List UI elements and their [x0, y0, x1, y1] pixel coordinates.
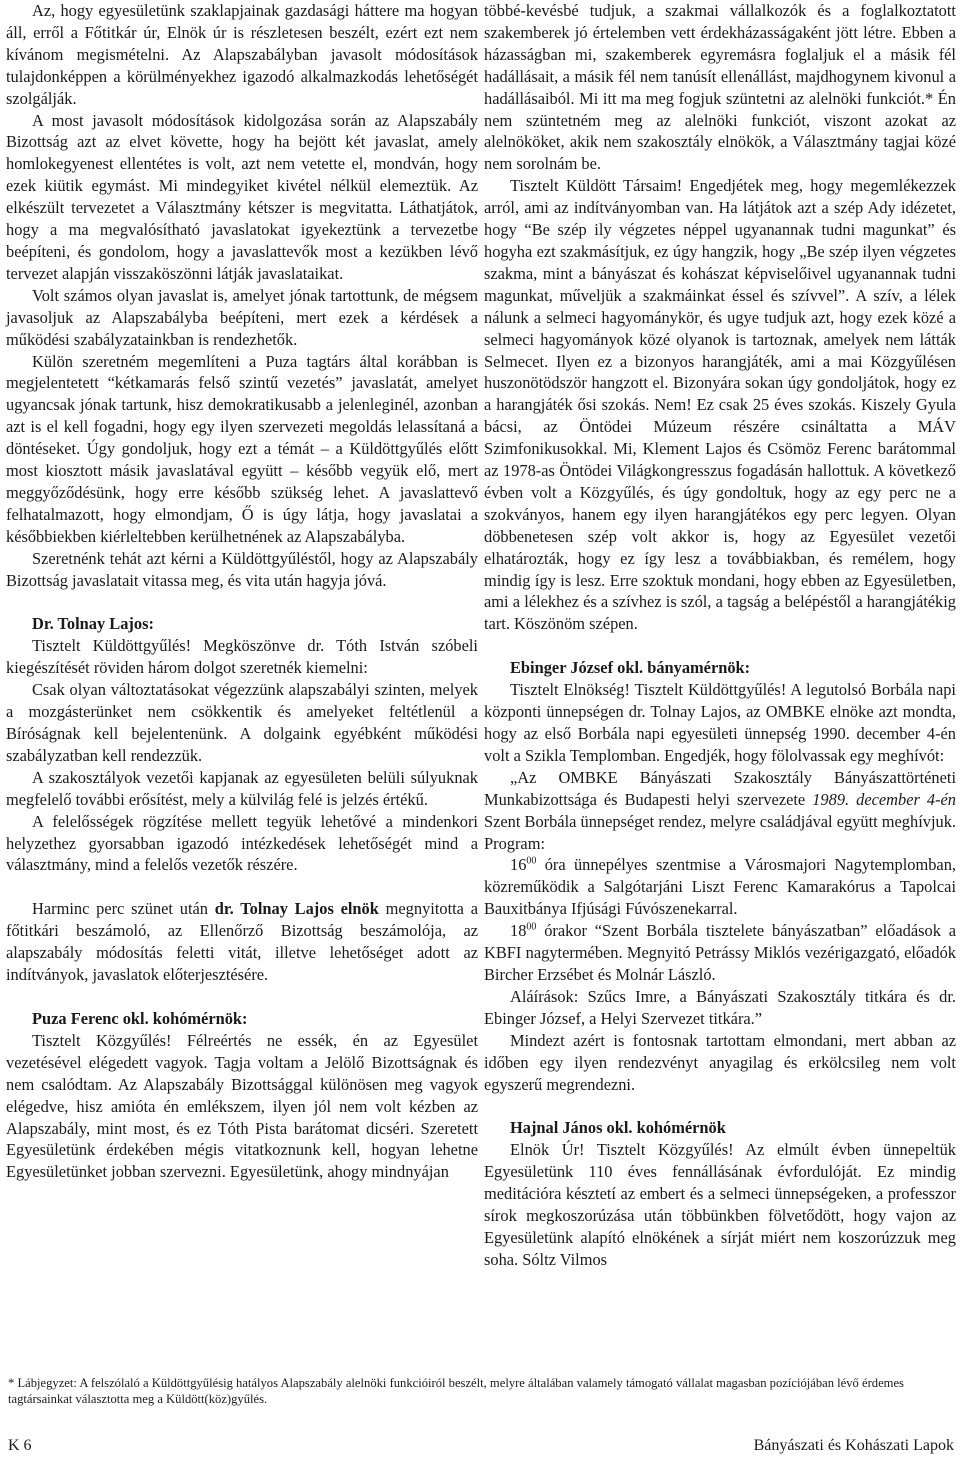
text-run: „Az OMBKE Bányászati Szakosztály Bányászattörténeti Munkabizottsága és Budapesti helyi szervezete: [484, 767, 956, 809]
spacer: [484, 635, 956, 657]
text-run: 18: [510, 921, 527, 941]
paragraph: Tisztelt Közgyűlés! Félreértés ne essék, én az Egyesület vezetésével elégedett vagyok. Tagja voltam a Jelölő Bizottságnak és nem csalódtam. Az Alapszabály Bizottsággal különösen meg vagyok elégedve, hisz amióta én emlékszem, ilyen jól nem volt kézben az Alapszabály, mint most, és ez Tóth Pista barátomat dicséri. Szeretett Egyesületünk érdekében mégis vitatkoznunk kell, hogyan lehetne Egyesületünket jobban szervezni. Egyesületünk, ahogy mindnyájan: [6, 1030, 478, 1182]
paragraph: [6, 898, 478, 986]
text-run: óra ünnepélyes szentmise a Városmajori Nagytemplomban, közreműködik a Salgótarjáni Liszt Ferenc Kamarakórus a Tapolcai Bauxitbánya Ifjúsági Fúvószenekarral.: [484, 855, 956, 919]
speaker-heading: Ebinger József okl. bányamérnök:: [510, 658, 751, 678]
paragraph: Volt számos olyan javaslat is, amelyet jónak tartottunk, de mégsem javasoljuk az Alapszabályba beépíteni, mert ezek a kérdések a működési szabályzatainkban is rendezhetők.: [6, 285, 478, 349]
spacer: [6, 591, 478, 613]
left-column: [6, 0, 478, 1183]
speaker-heading: Hajnal János okl. kohómérnök: [510, 1118, 726, 1138]
paragraph: többé-kevésbé tudjuk, a szakmai vállalkozók és a foglalkoztatott szakemberek jó értelemben vett érdekházasságaként jött létre. Ebben a házasságban mi, szakemberek egyremásra foglaljuk el a másik fél hadállásait, a másik fél nem tanúsít ellenállást, majdhogynem kivonul a hadállásaiból. Mi itt ma meg fogjuk szüntetni az alelnöki funkciót.* Én nem szüntetném meg az alelnöki funkciót, viszont azokat az alelnököket, akik nem szakosztály elnökök, a Választmány tagjai közé nem sorolnám be.: [484, 1, 956, 174]
superscript: 00: [526, 855, 537, 867]
paragraph: Tisztelt Küldöttgyűlés! Megköszönve dr. Tóth István szóbeli kiegészítését röviden három dolgot szeretnék kiemelni:: [6, 636, 478, 678]
paragraph: Aláírások: Szűcs Imre, a Bányászati Szakosztály titkára és dr. Ebinger József, a Helyi Szervezet titkára.”: [484, 986, 956, 1028]
right-column: [484, 0, 956, 1271]
spacer: [484, 1095, 956, 1117]
paragraph: Szeretnénk tehát azt kérni a Küldöttgyűléstől, hogy az Alapszabály Bizottság javaslatait vitassa meg, és vita után hagyja jóvá.: [6, 548, 478, 590]
paragraph: A szakosztályok vezetői kapjanak az egyesületen belüli súlyuknak megfelelő további erősítést, mely a külvilág felé is jelzés értékű.: [6, 767, 478, 809]
paragraph: Tisztelt Küldött Társaim! Engedjétek meg, hogy megemlékezzek arról, ami az indítványomban van. Ha látjátok azt a szép Ady idézetet, hogy “Be szép ily végzetes néppel ugyanannak tudni magunkat” és hogyha ezt szakmásítjuk, ez úgy hangzik, hogy „Be szép ilyen végzetes szakma, mint a bányászat és kohászat képviselőivel ugyanannak tudni magunkat, műveljük a szakmáinkat éssel és szívvel”. A szív, a lélek nálunk a selmeci hagyománykör, és ugye tudjuk azt, hogy ezek közé a selmeci hagyományok közé olyanok is tartoznak, amelyek nem látták Selmecet. Ilyen ez a bizonyos harangjáték, ami a mai Közgyűlésen huszonötödször hangzott el. Bizonyára sokan úgy gondoljátok, hogy ez a harangjáték ősi szokás. Nem! Ez csak 25 éves szokás. Kiszely Gyula bácsi, az Öntödei Múzeum részére csináltatta a MÁV Szimfonikusokkal. Mi, Klement Lajos és Csömöz Ferenc barátommal az 1978-as Öntödei Világkongresszus fogadásán hallottuk. A következő évben volt a Közgyűlés, és úgy gondoltuk, hogy az egy perc ne a szokványos, hanem egy ilyen harangjátékos egy perc legyen. Olyan döbbenetesen szép volt akkor is, hogy az Egyesület vezetői elhatározták, hogy ez így lesz a továbbiakban, és remélem, hogy mindig így is lesz. Erre szoktuk mondani, hogy ebben az Egyesületben, ami a lélekhez és a szívhez is szól, a tagság a belépéstől a harangjátékig tart. Köszönöm szépen.: [484, 176, 956, 634]
text-run: órakor “Szent Borbála tisztelete bányászatban” előadások a KBFI nagytermében. Megnyitó Petrássy Miklós vezérigazgató, előadók Bircher Erzsébet és Molnár László.: [484, 921, 956, 984]
paragraph: Mindezt azért is fontosnak tartottam elmondani, mert abban az időben egy ilyen rendezvényt anyagilag és erkölcsileg nem volt egyszerű megrendezni.: [484, 1030, 956, 1094]
spacer: [6, 876, 478, 898]
paragraph: [484, 854, 956, 920]
footnote: * Lábjegyzet: A felszólaló a Küldöttgyűlésig hatályos Alapszabály alelnöki funkcióiról beszélt, melyre általában valamely támogató vállalat magasban pozíciójában lévő érdemes tagtársainkat választotta meg a Küldött(köz)gyűlés.: [8, 1376, 904, 1406]
paragraph: Külön szeretném megemlíteni a Puza tagtárs által korábban is megjelentetett “kétkamarás felső szintű vezetés” javaslatát, amelyet ugyancsak jónak tartunk, hisz demokratikusabb a jelenleginél, azonban azt is el kell fogadni, hogy egy ilyen szervezeti megoldás lelassítaná a döntéseket. Úgy gondoljuk, hogy ezt a témát – a Küldöttgyűlés előtt most kiosztott másik javaslatával együtt – később vegyük elő, mert meggyőződésünk, hogy erre később szükség lehet. A javaslattevő felhatalmazott, hogy elmondjam, Ő is úgy látja, hogy javaslatai a későbbiekben kiérleltebben kerülhetnének az Alapszabályba.: [6, 351, 478, 546]
speaker-heading: Dr. Tolnay Lajos:: [32, 614, 154, 634]
paragraph: A felelősségek rögzítése mellett tegyük lehetővé a mindenkori helyzethez gyorsabban igazodó intézkedések lehetőségét mind a választmány, mind a felelős vezetők részére.: [6, 811, 478, 875]
page-number: K 6: [8, 1437, 32, 1454]
superscript: 00: [526, 921, 537, 933]
text-run: megnyitotta a főtitkári beszámoló, az Ellenőrző Bizottság beszámolója, az alapszabály módosítás feletti vitát, illetve lehetőséget adott az indítványok, javaslatok előterjesztésére.: [6, 899, 478, 985]
paragraph: [484, 767, 956, 855]
text-run: 16: [510, 855, 527, 875]
text-run: Harminc perc szünet után: [32, 899, 215, 919]
text-run: Szent Borbála ünnepséget rendez, melyre családjával együtt meghívjuk. Program:: [484, 811, 956, 853]
paragraph: [484, 920, 956, 986]
speaker-heading: Puza Ferenc okl. kohómérnök:: [32, 1008, 248, 1028]
paragraph: Csak olyan változtatásokat végezzünk alapszabályi szinten, melyek a mozgásterünket nem csökkentik és amelyeket feltétlenül a Bíróságnak kell bejelentenünk. A dolgaink egyébként működési szabályzatban kell rendezzük.: [6, 680, 478, 765]
paragraph: A most javasolt módosítások kidolgozása során az Alapszabály Bizottság azt az elvet követte, hogy ha bejött két javaslat, amely homlokegyenest ellentétes is volt, azt nem vetette el, mondván, hogy ezek kiütik egymást. Mi mindegyiket kivétel nélkül elemeztük. Az elkészült tervezetet a Választmány kétszer is megvitatta. Láthatjátok, hogy a ma megvalósítható javaslatokat igyekeztünk a tervezetbe beépíteni, és gondolom, hogy a javaslattevők most a kezükben lévő tervezet alapján visszaköszönni látják javaslataikat.: [6, 110, 478, 283]
paragraph: Tisztelt Elnökség! Tisztelt Küldöttgyűlés! A legutolsó Borbála napi központi ünnepségen dr. Tolnay Lajos, az OMBKE elnöke azt mondta, hogy az első Borbála napi egyesületi ünnepség 1990. december 4-én volt a Szikla Templomban. Engedjék, hogy fölolvassak egy meghívót:: [484, 680, 956, 765]
paragraph: Az, hogy egyesületünk szaklapjainak gazdasági háttere ma hogyan áll, erről a Főtitkár úr, Elnök úr is részletesen beszélt, ezért ezt nem kívánom megismételni. Az Alapszabályban javasolt módosítások tulajdonképpen a körülményekhez igazodó alkalmazkodás lehetőségét szolgálják.: [6, 1, 478, 108]
paragraph: Elnök Úr! Tisztelt Közgyűlés! Az elmúlt évben ünnepeltük Egyesületünk 110 éves fennállásának évfordulóját. Ez mindig meditációra késztetí az embert és a selmeci ünnepségeken, a professzor sírok megkoszorúzása után többünkben fölvetődött, hogy vajon az Egyesületünk alapító elnökének a sírját miért nem koszorúzzuk meg soha. Sóltz Vilmos: [484, 1140, 956, 1269]
spacer: [6, 986, 478, 1008]
journal-name: Bányászati és Kohászati Lapok: [753, 1437, 954, 1454]
italic-date: 1989. december 4-én: [812, 789, 956, 809]
speaker-name-inline: dr. Tolnay Lajos elnök: [214, 899, 379, 919]
